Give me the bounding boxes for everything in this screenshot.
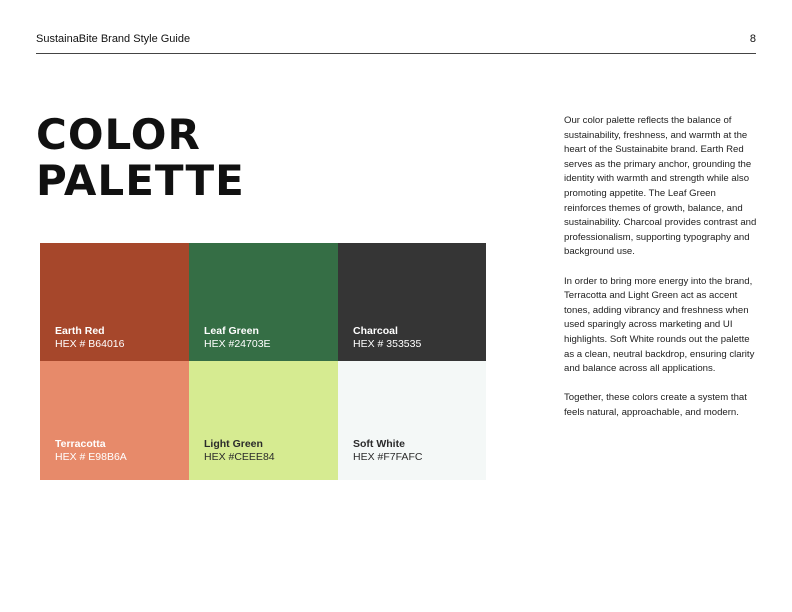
page-title: [36, 112, 245, 204]
page-title-line-2: PALETTE: [36, 156, 245, 205]
swatch-name: Soft White: [353, 438, 405, 450]
description-paragraph-3: Together, these colors create a system that feels natural, approachable, and modern.: [564, 392, 747, 418]
palette-description: [564, 114, 758, 435]
swatch-hex: HEX #CEEE84: [204, 451, 275, 463]
swatch-name: Earth Red: [55, 325, 105, 337]
swatch-hex: HEX #F7FAFC: [353, 451, 423, 463]
page-header: [36, 30, 756, 54]
swatch-light-green: [189, 361, 338, 480]
swatch-hex: HEX # E98B6A: [55, 451, 127, 463]
swatch-charcoal: [338, 243, 486, 361]
swatch-leaf-green: [189, 243, 338, 361]
swatch-hex: HEX #24703E: [204, 338, 271, 350]
document-title: SustainaBite Brand Style Guide: [36, 33, 191, 45]
swatch-name: Charcoal: [353, 325, 398, 337]
swatch-hex: HEX # 353535: [353, 338, 422, 350]
description-paragraph-2: In order to bring more energy into the brand, Terracotta and Light Green act as accent tones, adding vibrancy and freshness when used sparingly across marketing and UI highlights. Soft White rounds out the palette as a clean, neutral backdrop, ensuring clarity and balance across all applications.: [564, 275, 755, 375]
swatch-hex: HEX # B64016: [55, 338, 125, 350]
swatch-earth-red: [40, 243, 189, 361]
description-paragraph-1: Our color palette reflects the balance of sustainability, freshness, and warmth at the heart of the Sustainabite brand. Earth Red serves as the primary anchor, grounding the identity with warmth and strength while also promoting appetite. The Leaf Green reinforces themes of growth, balance, and sustainability. Charcoal provides contrast and professionalism, supporting typography and background use.: [564, 115, 757, 258]
swatch-name: Light Green: [204, 438, 263, 450]
swatch-name: Leaf Green: [204, 325, 259, 337]
swatch-soft-white: [338, 361, 486, 480]
page-title-line-1: COLOR: [36, 110, 201, 159]
swatch-terracotta: [40, 361, 189, 480]
swatch-name: Terracotta: [55, 438, 106, 450]
page-number: 8: [749, 33, 756, 45]
color-palette-grid: [40, 243, 486, 480]
